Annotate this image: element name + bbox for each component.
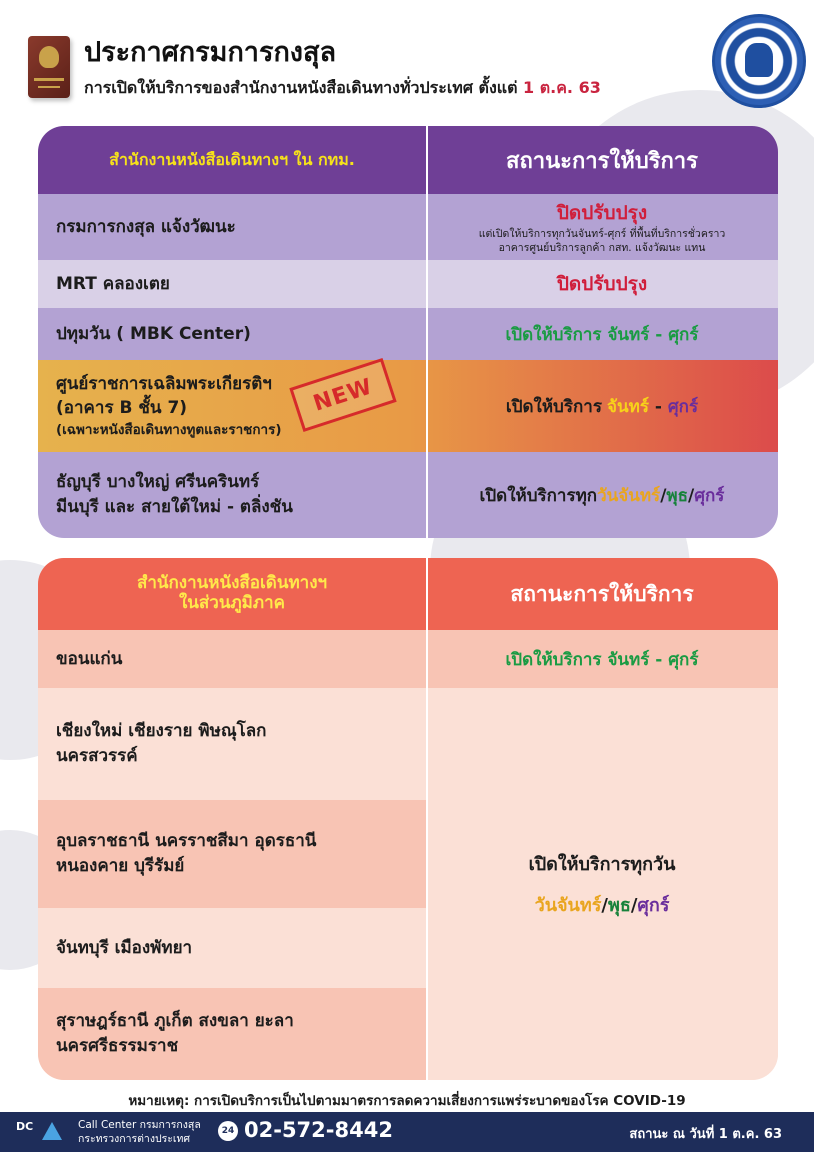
status-slash: / (601, 895, 608, 916)
office-name-line1: ศูนย์ราชการเฉลิมพระเกียรติฯ (56, 373, 272, 394)
office-name-line2: มีนบุรี และ สายใต้ใหม่ - ตลิ่งชัน (56, 497, 293, 517)
office-name: ปทุมวัน ( MBK Center) (56, 323, 251, 344)
status-day-friday: ศุกร์ (667, 396, 699, 417)
office-name (38, 452, 426, 538)
table-row (38, 308, 778, 360)
merged-status-cell (426, 688, 778, 1080)
table-row (38, 260, 778, 308)
status-day-wednesday: พุธ (607, 895, 631, 916)
office-status (426, 260, 778, 308)
office-name-line3: (เฉพาะหนังสือเดินทางทูตและราชการ) (56, 421, 282, 438)
department-seal-logo (712, 14, 806, 108)
office-name: MRT คลองเตย (56, 273, 170, 294)
office-name: ขอนแก่น (56, 648, 123, 669)
status-closed: ปิดปรับปรุง (556, 202, 648, 225)
status-prefix: เปิดให้บริการ (505, 396, 602, 417)
status-note-line1: แต่เปิดให้บริการทุกวันจันทร์-ศุกร์ ที่พื้นที่บริการชั่วคราว (478, 228, 726, 241)
status-as-of-date: สถานะ ณ วันที่ 1 ต.ค. 63 (629, 1127, 782, 1142)
office-name: กรมการกงสุล แจ้งวัฒนะ (56, 216, 236, 237)
office-status (426, 688, 778, 1080)
status-slash: / (688, 485, 695, 506)
bangkok-offices-table (38, 126, 778, 538)
regional-header-status: สถานะการให้บริการ (510, 581, 694, 606)
table-row (38, 630, 778, 688)
office-name (38, 688, 426, 800)
status-day-friday: ศุกร์ (637, 895, 670, 916)
status-day-wednesday: พุธ (666, 485, 688, 506)
status-day-friday: ศุกร์ (694, 485, 725, 506)
office-name-line2: นครสวรรค์ (56, 746, 138, 766)
subtitle-date: 1 ต.ค. 63 (523, 78, 601, 97)
office-status (426, 360, 778, 452)
status-note-line2: อาคารศูนย์บริการลูกค้า กสท. แจ้งวัฒนะ แทน (498, 242, 706, 254)
table-row (38, 360, 778, 452)
office-name (38, 988, 426, 1080)
office-name-line1: สุราษฎร์ธานี ภูเก็ต สงขลา ยะลา (56, 1011, 294, 1032)
status-day-monday: วันจันทร์ (534, 895, 602, 916)
call-center-line1: Call Center กรมการกงสุล (78, 1119, 201, 1131)
bangkok-header-status: สถานะการให้บริการ (506, 148, 698, 174)
status-slash: / (660, 485, 667, 506)
table-row (38, 194, 778, 260)
status-day-monday: วันจันทร์ (597, 485, 661, 506)
column-divider (426, 558, 428, 1080)
office-name-line1: ธัญบุรี บางใหญ่ ศรีนครินทร์ (56, 472, 260, 493)
status-open: เปิดให้บริการ จันทร์ - ศุกร์ (505, 649, 699, 670)
regional-header-office (38, 558, 426, 630)
status-slash: / (630, 895, 638, 916)
table-row (38, 800, 426, 908)
table-row (38, 988, 426, 1080)
page-subtitle (84, 76, 601, 101)
status-day-monday: จันทร์ (607, 396, 649, 417)
status-closed: ปิดปรับปรุง (556, 273, 648, 295)
office-name-line2: นครศรีธรรมราช (56, 1036, 179, 1056)
office-name-line2: หนองคาย บุรีรัมย์ (56, 856, 185, 876)
call-center-label (78, 1118, 201, 1146)
office-status (426, 308, 778, 360)
phone-number[interactable]: 02-572-8442 (244, 1118, 393, 1142)
footnote: หมายเหตุ: การเปิดบริการเป็นไปตามมาตรการลดความเสี่ยงการแพร่ระบาดของโรค COVID-19 (128, 1093, 686, 1109)
office-name (38, 800, 426, 908)
office-status (426, 452, 778, 538)
merged-status-line1: เปิดให้บริการทุกวัน (528, 854, 676, 875)
page-title: ประกาศกรมการกงสุล (84, 37, 337, 68)
status-separator: - (648, 396, 668, 417)
office-status (426, 194, 778, 260)
page-header (0, 0, 814, 120)
bangkok-table-header (38, 126, 778, 194)
regional-header-line1: สำนักงานหนังสือเดินทางฯ (136, 573, 328, 594)
office-name: จันทบุรี เมืองพัทยา (56, 937, 193, 958)
dca-logo (16, 1120, 66, 1144)
phone-24h-icon: 24 (218, 1121, 238, 1141)
office-name-line1: เชียงใหม่ เชียงราย พิษณุโลก (56, 721, 267, 742)
dca-logo-text: DC (16, 1120, 34, 1133)
office-name-line2: (อาคาร B ชั้น 7) (56, 398, 188, 419)
status-prefix: เปิดให้บริการทุก (479, 485, 598, 506)
call-center-line2: กระทรวงการต่างประเทศ (78, 1133, 191, 1146)
bangkok-header-office: สำนักงานหนังสือเดินทางฯ ใน กทม. (109, 149, 355, 169)
regional-header-line2: ในส่วนภูมิภาค (178, 593, 285, 613)
office-name-line1: อุบลราชธานี นครราชสีมา อุดรธานี (56, 831, 317, 852)
passport-icon (28, 36, 70, 98)
subtitle-text: การเปิดให้บริการของสำนักงานหนังสือเดินทางทั่วประเทศ ตั้งแต่ (84, 78, 518, 97)
footer-bar (0, 1112, 814, 1152)
table-row (38, 452, 778, 538)
new-badge: NEW (289, 358, 396, 432)
status-open: เปิดให้บริการ จันทร์ - ศุกร์ (505, 324, 699, 345)
table-row (38, 908, 426, 988)
regional-offices-table (38, 558, 778, 1080)
regional-table-header (38, 558, 778, 630)
office-status (426, 630, 778, 688)
